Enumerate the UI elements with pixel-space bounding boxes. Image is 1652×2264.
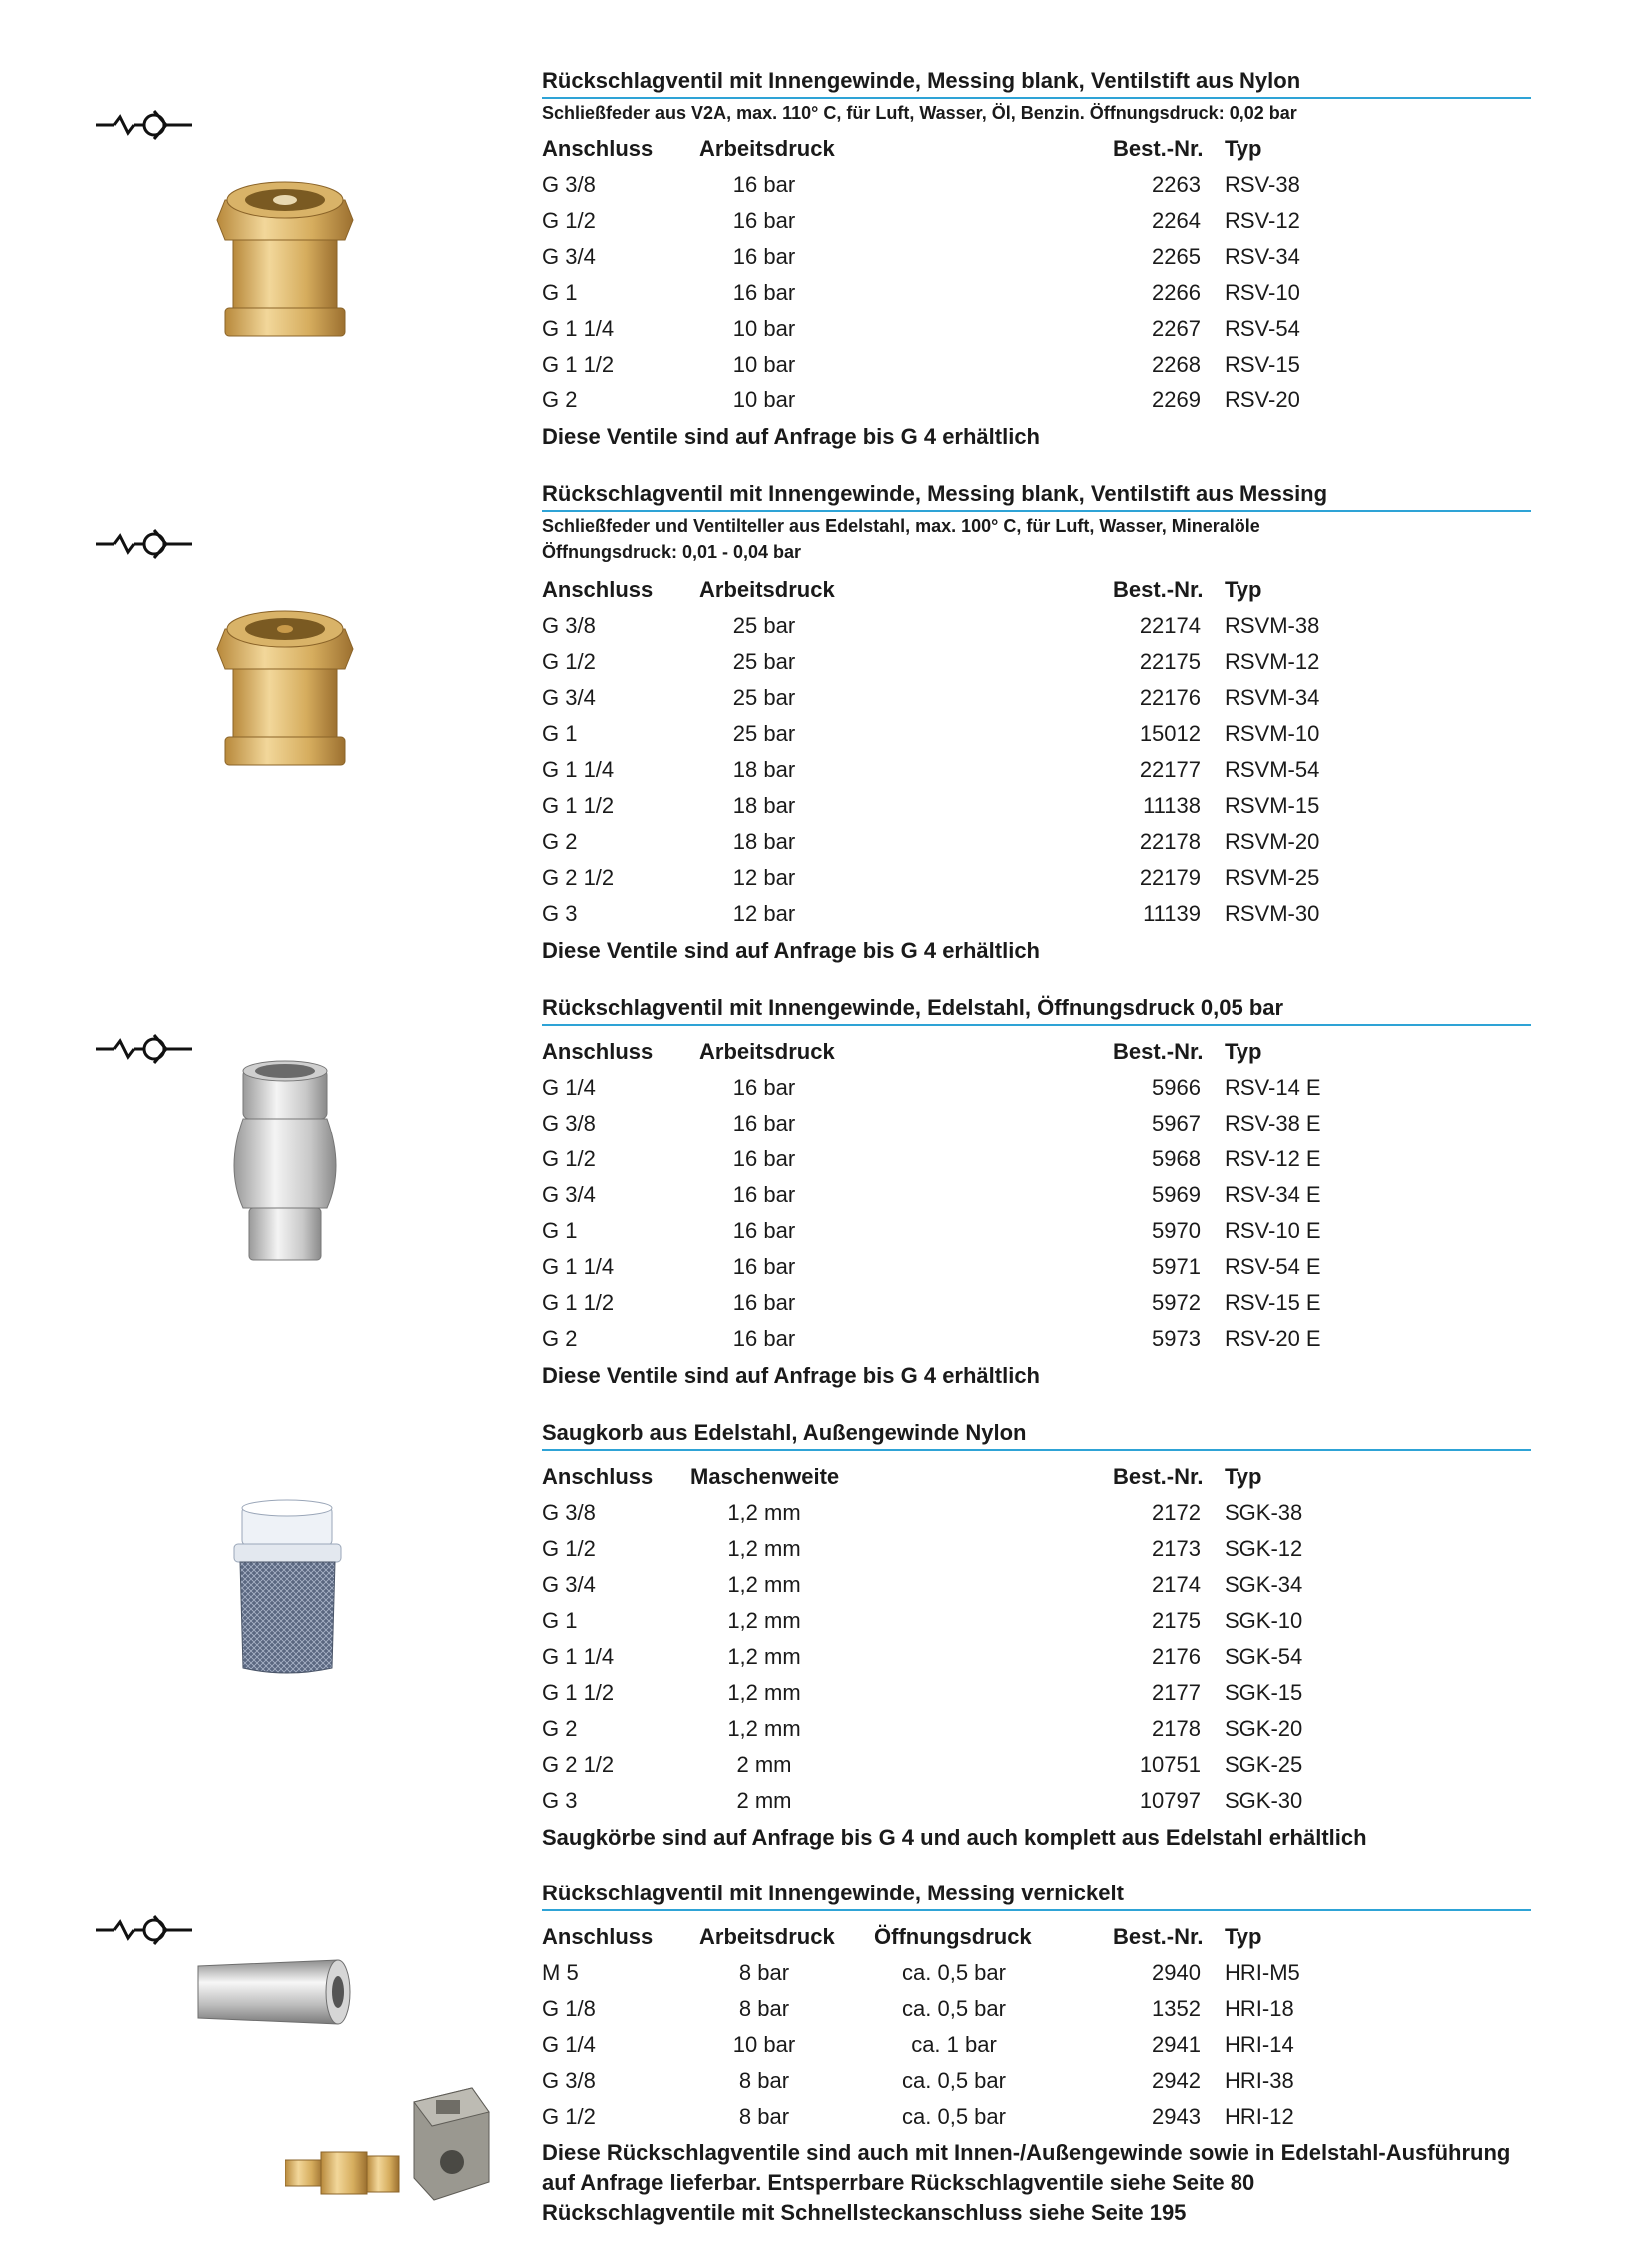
cell-druck: 18 bar xyxy=(732,793,796,818)
table-row xyxy=(0,1608,1652,1644)
header-anschluss: Anschluss xyxy=(542,1039,654,1064)
cell-typ: RSV-10 E xyxy=(1225,1218,1321,1243)
cell-anschluss: G 1 xyxy=(542,1608,578,1633)
cell-maschenweite: 1,2 mm xyxy=(727,1500,801,1525)
table-row xyxy=(0,1500,1652,1536)
cell-bestnr: 2943 xyxy=(1152,2104,1201,2129)
cell-typ: RSVM-34 xyxy=(1225,685,1320,710)
cell-anschluss: G 1/2 xyxy=(542,208,596,233)
table-row xyxy=(0,2104,1652,2140)
header-anschluss: Anschluss xyxy=(542,1924,654,1949)
section-note: Diese Rückschlagventile sind auch mit Innen-/Außengewinde sowie in Edelstahl-Ausführung xyxy=(542,2140,1511,2165)
cell-maschenweite: 1,2 mm xyxy=(727,1716,801,1741)
table-row xyxy=(0,172,1652,208)
section-title: Rückschlagventil mit Innengewinde, Messing blank, Ventilstift aus Nylon xyxy=(542,68,1301,93)
cell-typ: RSV-34 xyxy=(1225,244,1300,269)
cell-anschluss: G 3/8 xyxy=(542,1111,596,1135)
cell-druck: 8 bar xyxy=(738,1996,790,2021)
table-row xyxy=(0,793,1652,829)
cell-bestnr: 11139 xyxy=(1143,901,1201,926)
table-row xyxy=(0,352,1652,387)
cell-maschenweite: 2 mm xyxy=(736,1788,792,1813)
cell-maschenweite: 1,2 mm xyxy=(727,1536,801,1561)
section-divider xyxy=(542,1024,1531,1026)
section-divider xyxy=(542,1449,1531,1451)
cell-typ: RSV-20 E xyxy=(1225,1326,1321,1351)
cell-anschluss: G 2 1/2 xyxy=(542,865,615,890)
cell-druck: 16 bar xyxy=(732,1218,796,1243)
header-typ: Typ xyxy=(1225,1039,1262,1064)
cell-anschluss: G 3/8 xyxy=(542,1500,596,1525)
table-row xyxy=(0,244,1652,280)
table-row xyxy=(0,208,1652,244)
section-title: Rückschlagventil mit Innengewinde, Messing blank, Ventilstift aus Messing xyxy=(542,481,1328,506)
table-row xyxy=(0,1788,1652,1824)
header-bestnr: Best.-Nr. xyxy=(1113,1464,1204,1489)
cell-druck: 16 bar xyxy=(732,1111,796,1135)
table-row xyxy=(0,2032,1652,2068)
cell-typ: RSV-54 E xyxy=(1225,1254,1321,1279)
cell-druck: 16 bar xyxy=(732,244,796,269)
cell-bestnr: 10751 xyxy=(1139,1752,1201,1777)
cell-typ: RSV-14 E xyxy=(1225,1075,1321,1100)
cell-anschluss: G 2 xyxy=(542,387,578,412)
table-row xyxy=(0,2068,1652,2104)
cell-anschluss: G 2 xyxy=(542,1326,578,1351)
cell-druck: 16 bar xyxy=(732,1290,796,1315)
cell-druck: 8 bar xyxy=(738,2068,790,2093)
cell-bestnr: 5966 xyxy=(1152,1075,1201,1100)
header-typ: Typ xyxy=(1225,136,1262,161)
cell-druck: 18 bar xyxy=(732,757,796,782)
section-divider xyxy=(542,97,1531,99)
cell-bestnr: 5973 xyxy=(1152,1326,1201,1351)
header-arbeitsdruck: Arbeitsdruck xyxy=(699,1924,835,1949)
table-row xyxy=(0,1182,1652,1218)
table-row xyxy=(0,280,1652,316)
cell-bestnr: 11138 xyxy=(1143,793,1201,818)
header-bestnr: Best.-Nr. xyxy=(1113,1924,1204,1949)
cell-druck: 8 bar xyxy=(738,2104,790,2129)
cell-druck: 16 bar xyxy=(732,1254,796,1279)
cell-typ: SGK-54 xyxy=(1225,1644,1303,1669)
cell-druck: 16 bar xyxy=(732,208,796,233)
header-bestnr: Best.-Nr. xyxy=(1113,1039,1204,1064)
cell-bestnr: 2174 xyxy=(1152,1572,1201,1597)
cell-anschluss: M 5 xyxy=(542,1960,579,1985)
cell-oeffnungsdruck: ca. 0,5 bar xyxy=(902,1996,1006,2021)
cell-typ: RSV-12 E xyxy=(1225,1146,1321,1171)
section-subtitle: Schließfeder aus V2A, max. 110° C, für Luft, Wasser, Öl, Benzin. Öffnungsdruck: 0,02 bar xyxy=(542,103,1297,123)
cell-druck: 25 bar xyxy=(732,685,796,710)
table-header xyxy=(0,1464,1652,1500)
table-row xyxy=(0,1111,1652,1146)
cell-bestnr: 2173 xyxy=(1152,1536,1201,1561)
cell-anschluss: G 3/8 xyxy=(542,613,596,638)
cell-druck: 10 bar xyxy=(732,387,796,412)
table-row xyxy=(0,1290,1652,1326)
header-anschluss: Anschluss xyxy=(542,1464,654,1489)
cell-bestnr: 2265 xyxy=(1152,244,1201,269)
cell-anschluss: G 2 xyxy=(542,829,578,854)
cell-anschluss: G 1 xyxy=(542,721,578,746)
table-row xyxy=(0,316,1652,352)
cell-typ: SGK-25 xyxy=(1225,1752,1303,1777)
cell-anschluss: G 3/8 xyxy=(542,2068,596,2093)
cell-typ: RSVM-10 xyxy=(1225,721,1320,746)
cell-typ: SGK-34 xyxy=(1225,1572,1303,1597)
header-arbeitsdruck: Arbeitsdruck xyxy=(699,577,835,602)
section-divider xyxy=(542,1909,1531,1911)
cell-typ: SGK-12 xyxy=(1225,1536,1303,1561)
section-note: auf Anfrage lieferbar. Entsperrbare Rückschlagventile siehe Seite 80 xyxy=(542,2170,1255,2195)
cell-bestnr: 2264 xyxy=(1152,208,1201,233)
cell-typ: RSV-15 xyxy=(1225,352,1300,377)
cell-anschluss: G 1/8 xyxy=(542,1996,596,2021)
section-note: Saugkörbe sind auf Anfrage bis G 4 und auch komplett aus Edelstahl erhältlich xyxy=(542,1825,1367,1850)
cell-bestnr: 2176 xyxy=(1152,1644,1201,1669)
cell-druck: 12 bar xyxy=(732,901,796,926)
cell-oeffnungsdruck: ca. 0,5 bar xyxy=(902,2068,1006,2093)
cell-druck: 16 bar xyxy=(732,172,796,197)
table-row xyxy=(0,1146,1652,1182)
cell-typ: RSVM-20 xyxy=(1225,829,1320,854)
cell-typ: SGK-20 xyxy=(1225,1716,1303,1741)
cell-typ: RSV-15 E xyxy=(1225,1290,1321,1315)
cell-bestnr: 2263 xyxy=(1152,172,1201,197)
cell-druck: 10 bar xyxy=(732,352,796,377)
cell-oeffnungsdruck: ca. 0,5 bar xyxy=(902,1960,1006,1985)
cell-maschenweite: 1,2 mm xyxy=(727,1680,801,1705)
cell-bestnr: 2269 xyxy=(1152,387,1201,412)
cell-anschluss: G 1/2 xyxy=(542,2104,596,2129)
cell-bestnr: 5970 xyxy=(1152,1218,1201,1243)
cell-anschluss: G 1/2 xyxy=(542,1536,596,1561)
cell-anschluss: G 3/4 xyxy=(542,244,596,269)
header-anschluss: Anschluss xyxy=(542,136,654,161)
cell-bestnr: 22179 xyxy=(1139,865,1201,890)
table-row xyxy=(0,901,1652,937)
header-anschluss: Anschluss xyxy=(542,577,654,602)
table-row xyxy=(0,649,1652,685)
table-row xyxy=(0,1254,1652,1290)
cell-bestnr: 22174 xyxy=(1139,613,1201,638)
cell-druck: 10 bar xyxy=(732,316,796,341)
cell-anschluss: G 1 1/2 xyxy=(542,352,615,377)
header-bestnr: Best.-Nr. xyxy=(1113,136,1204,161)
table-row xyxy=(0,1326,1652,1362)
cell-oeffnungsdruck: ca. 0,5 bar xyxy=(902,2104,1006,2129)
cell-typ: RSVM-25 xyxy=(1225,865,1320,890)
cell-anschluss: G 1 1/2 xyxy=(542,1290,615,1315)
section-subtitle: Öffnungsdruck: 0,01 - 0,04 bar xyxy=(542,542,802,562)
cell-typ: SGK-38 xyxy=(1225,1500,1303,1525)
cell-anschluss: G 1/2 xyxy=(542,1146,596,1171)
cell-maschenweite: 2 mm xyxy=(736,1752,792,1777)
table-row xyxy=(0,1996,1652,2032)
cell-bestnr: 2268 xyxy=(1152,352,1201,377)
cell-bestnr: 2172 xyxy=(1152,1500,1201,1525)
cell-anschluss: G 1/4 xyxy=(542,2032,596,2057)
table-header xyxy=(0,1039,1652,1075)
cell-bestnr: 10797 xyxy=(1139,1788,1201,1813)
cell-bestnr: 2940 xyxy=(1152,1960,1201,1985)
cell-anschluss: G 3 xyxy=(542,901,578,926)
cell-bestnr: 2175 xyxy=(1152,1608,1201,1633)
header-bestnr: Best.-Nr. xyxy=(1113,577,1204,602)
cell-bestnr: 22175 xyxy=(1139,649,1201,674)
header-typ: Typ xyxy=(1225,577,1262,602)
header-arbeitsdruck: Arbeitsdruck xyxy=(699,1039,835,1064)
table-row xyxy=(0,613,1652,649)
cell-typ: SGK-30 xyxy=(1225,1788,1303,1813)
cell-typ: RSVM-30 xyxy=(1225,901,1320,926)
table-row xyxy=(0,1536,1652,1572)
cell-anschluss: G 1 1/2 xyxy=(542,793,615,818)
cell-druck: 10 bar xyxy=(732,2032,796,2057)
section-note: Rückschlagventile mit Schnellsteckanschluss siehe Seite 195 xyxy=(542,2200,1187,2225)
table-row xyxy=(0,1752,1652,1788)
cell-anschluss: G 1/2 xyxy=(542,649,596,674)
cell-anschluss: G 1 1/4 xyxy=(542,757,615,782)
cell-bestnr: 2178 xyxy=(1152,1716,1201,1741)
cell-druck: 16 bar xyxy=(732,1326,796,1351)
cell-typ: RSV-54 xyxy=(1225,316,1300,341)
cell-typ: HRI-M5 xyxy=(1225,1960,1300,1985)
cell-typ: HRI-38 xyxy=(1225,2068,1294,2093)
cell-bestnr: 5972 xyxy=(1152,1290,1201,1315)
cell-typ: RSVM-15 xyxy=(1225,793,1320,818)
cell-bestnr: 5969 xyxy=(1152,1182,1201,1207)
cell-typ: RSV-20 xyxy=(1225,387,1300,412)
header-oeffnungsdruck: Öffnungsdruck xyxy=(874,1924,1032,1949)
table-header xyxy=(0,136,1652,172)
cell-bestnr: 2942 xyxy=(1152,2068,1201,2093)
cell-bestnr: 22178 xyxy=(1139,829,1201,854)
check-valve-symbol-icon xyxy=(96,526,192,562)
cell-druck: 12 bar xyxy=(732,865,796,890)
cell-typ: HRI-14 xyxy=(1225,2032,1294,2057)
header-typ: Typ xyxy=(1225,1924,1262,1949)
table-row xyxy=(0,1572,1652,1608)
cell-anschluss: G 3/8 xyxy=(542,172,596,197)
table-header xyxy=(0,1924,1652,1960)
section-note: Diese Ventile sind auf Anfrage bis G 4 erhältlich xyxy=(542,424,1040,449)
header-typ: Typ xyxy=(1225,1464,1262,1489)
cell-anschluss: G 2 1/2 xyxy=(542,1752,615,1777)
cell-druck: 25 bar xyxy=(732,613,796,638)
section-title: Rückschlagventil mit Innengewinde, Messing vernickelt xyxy=(542,1881,1124,1905)
table-row xyxy=(0,1075,1652,1111)
table-row xyxy=(0,757,1652,793)
cell-anschluss: G 1 1/4 xyxy=(542,1254,615,1279)
cell-anschluss: G 1 1/4 xyxy=(542,1644,615,1669)
cell-typ: RSV-38 xyxy=(1225,172,1300,197)
cell-bestnr: 2267 xyxy=(1152,316,1201,341)
cell-anschluss: G 3 xyxy=(542,1788,578,1813)
section-title: Rückschlagventil mit Innengewinde, Edelstahl, Öffnungsdruck 0,05 bar xyxy=(542,995,1284,1020)
cell-typ: HRI-18 xyxy=(1225,1996,1294,2021)
cell-bestnr: 15012 xyxy=(1139,721,1201,746)
cell-anschluss: G 1 xyxy=(542,1218,578,1243)
cell-anschluss: G 2 xyxy=(542,1716,578,1741)
cell-typ: RSV-34 E xyxy=(1225,1182,1321,1207)
cell-bestnr: 2941 xyxy=(1152,2032,1201,2057)
section-subtitle: Schließfeder und Ventilteller aus Edelstahl, max. 100° C, für Luft, Wasser, Mineralöle xyxy=(542,516,1260,536)
cell-typ: HRI-12 xyxy=(1225,2104,1294,2129)
table-row xyxy=(0,829,1652,865)
cell-typ: RSV-12 xyxy=(1225,208,1300,233)
cell-oeffnungsdruck: ca. 1 bar xyxy=(911,2032,997,2057)
cell-druck: 8 bar xyxy=(738,1960,790,1985)
cell-druck: 18 bar xyxy=(732,829,796,854)
section-note: Diese Ventile sind auf Anfrage bis G 4 erhältlich xyxy=(542,938,1040,963)
table-row xyxy=(0,1218,1652,1254)
section-divider xyxy=(542,510,1531,512)
cell-typ: RSVM-38 xyxy=(1225,613,1320,638)
cell-typ: RSV-38 E xyxy=(1225,1111,1321,1135)
cell-maschenweite: 1,2 mm xyxy=(727,1572,801,1597)
cell-bestnr: 5968 xyxy=(1152,1146,1201,1171)
cell-typ: RSVM-12 xyxy=(1225,649,1320,674)
cell-bestnr: 22177 xyxy=(1139,757,1201,782)
table-row xyxy=(0,1716,1652,1752)
cell-druck: 25 bar xyxy=(732,649,796,674)
table-row xyxy=(0,1644,1652,1680)
cell-druck: 16 bar xyxy=(732,1146,796,1171)
cell-druck: 16 bar xyxy=(732,1182,796,1207)
table-row xyxy=(0,1680,1652,1716)
cell-maschenweite: 1,2 mm xyxy=(727,1608,801,1633)
section-title: Saugkorb aus Edelstahl, Außengewinde Nylon xyxy=(542,1420,1027,1445)
cell-druck: 25 bar xyxy=(732,721,796,746)
cell-bestnr: 5971 xyxy=(1152,1254,1201,1279)
table-header xyxy=(0,577,1652,613)
cell-anschluss: G 3/4 xyxy=(542,685,596,710)
table-row xyxy=(0,387,1652,423)
header-arbeitsdruck: Arbeitsdruck xyxy=(699,136,835,161)
cell-typ: SGK-15 xyxy=(1225,1680,1303,1705)
cell-anschluss: G 1 xyxy=(542,280,578,305)
table-row xyxy=(0,865,1652,901)
cell-typ: RSVM-54 xyxy=(1225,757,1320,782)
section-note: Diese Ventile sind auf Anfrage bis G 4 erhältlich xyxy=(542,1363,1040,1388)
cell-bestnr: 2266 xyxy=(1152,280,1201,305)
table-row xyxy=(0,721,1652,757)
cell-bestnr: 22176 xyxy=(1139,685,1201,710)
cell-maschenweite: 1,2 mm xyxy=(727,1644,801,1669)
cell-anschluss: G 1/4 xyxy=(542,1075,596,1100)
table-row xyxy=(0,685,1652,721)
cell-bestnr: 5967 xyxy=(1152,1111,1201,1135)
cell-anschluss: G 3/4 xyxy=(542,1572,596,1597)
cell-typ: SGK-10 xyxy=(1225,1608,1303,1633)
cell-bestnr: 1352 xyxy=(1152,1996,1201,2021)
header-maschenweite: Maschenweite xyxy=(690,1464,840,1489)
table-row xyxy=(0,1960,1652,1996)
cell-druck: 16 bar xyxy=(732,1075,796,1100)
cell-typ: RSV-10 xyxy=(1225,280,1300,305)
cell-druck: 16 bar xyxy=(732,280,796,305)
cell-anschluss: G 3/4 xyxy=(542,1182,596,1207)
cell-anschluss: G 1 1/2 xyxy=(542,1680,615,1705)
cell-anschluss: G 1 1/4 xyxy=(542,316,615,341)
cell-bestnr: 2177 xyxy=(1152,1680,1201,1705)
